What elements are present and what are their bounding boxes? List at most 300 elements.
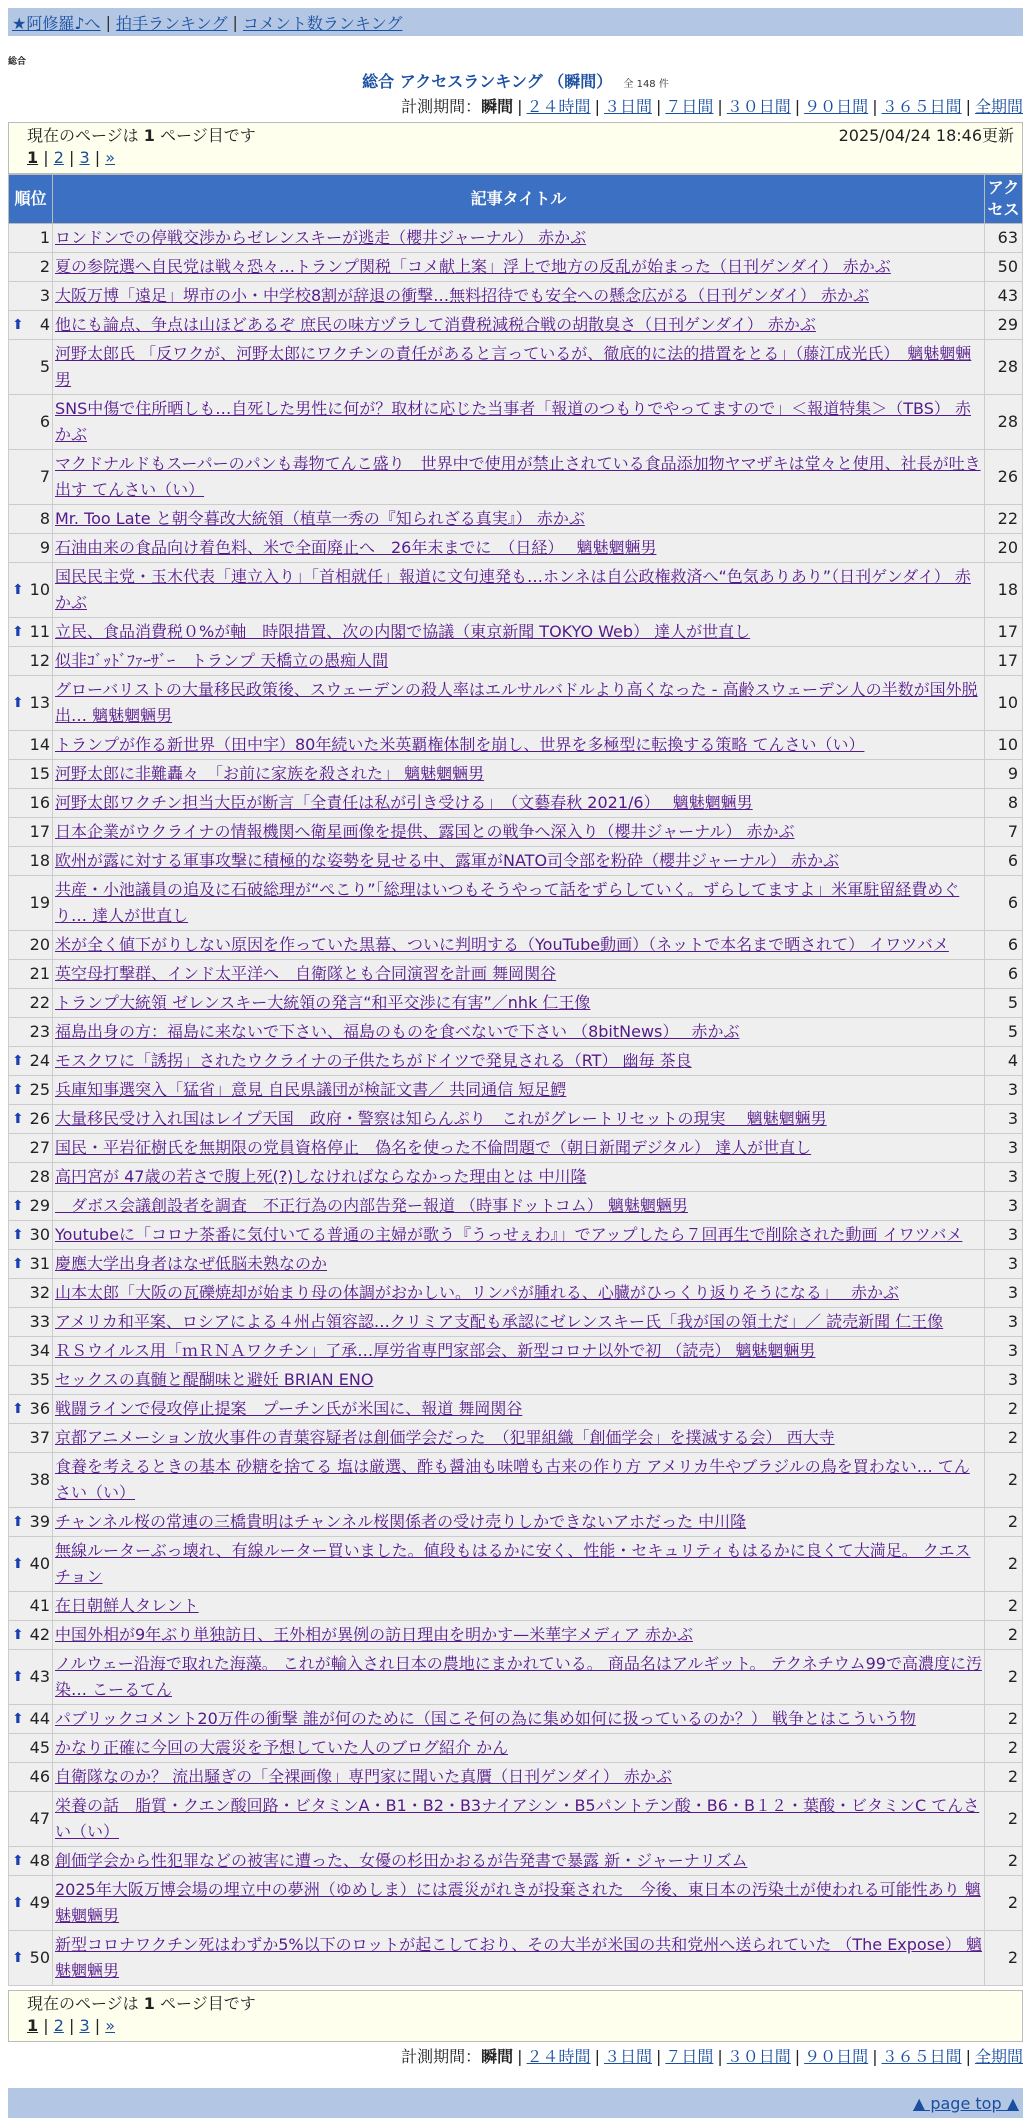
- access-count: 20: [985, 534, 1023, 563]
- rank-number: 11: [29, 622, 50, 641]
- page-separator: |: [38, 148, 54, 167]
- table-row: [9, 563, 1023, 618]
- article-link[interactable]: 兵庫知事選突入「猛省」意見 自民県議団が検証文書／ 共同通信 短足鰐: [55, 1080, 567, 1099]
- table-row: [9, 760, 1023, 789]
- article-link[interactable]: 中国外相が9年ぶり単独訪日、王外相が異例の訪日理由を明かす—米華字メディア 赤かぶ: [55, 1625, 693, 1644]
- access-count: 26: [985, 450, 1023, 505]
- rank-cell: [9, 1308, 53, 1337]
- header-access: アクセス: [985, 175, 1023, 224]
- page-info-prefix: 現在のページは: [27, 126, 144, 145]
- table-row: [9, 1705, 1023, 1734]
- article-link[interactable]: 慶應大学出身者はなぜ低脳未熟なのか: [55, 1254, 328, 1273]
- page-info-prefix: 現在のページは: [27, 1994, 144, 2013]
- bottom-period-link-3[interactable]: ３０日間: [726, 2047, 791, 2066]
- rank-up-arrow-icon: ⬆: [12, 1950, 24, 1966]
- table-row: [9, 1508, 1023, 1537]
- article-link[interactable]: かなり正確に今回の大震災を予想していた人のブログ紹介 かん: [55, 1738, 509, 1757]
- access-count: 5: [985, 1018, 1023, 1047]
- page-info-number: 1: [143, 126, 155, 145]
- rank-cell: [9, 731, 53, 760]
- rank-number: 33: [29, 1312, 50, 1331]
- article-link[interactable]: グローバリストの大量移民政策後、スウェーデンの殺人率はエルサルバドルより高くなった - 高齢スウェーデン人の半数が国外脱出… 魑魅魍魎男: [55, 680, 978, 725]
- rank-up-arrow-icon: ⬆: [12, 1711, 24, 1727]
- article-link[interactable]: 大量移民受け入れ国はレイプ天国 政府・警察は知らんぷり これがグレートリセットの現実 魑魅魍魎男: [55, 1109, 827, 1128]
- access-count: 2: [985, 1792, 1023, 1847]
- article-link[interactable]: ダボス会議創設者を調査 不正行為の内部告発ー報道 （時事ドットコム） 魑魅魍魎男: [55, 1196, 688, 1215]
- article-link[interactable]: 大阪万博「遠足」堺市の小・中学校8割が辞退の衝撃…無料招待でも安全への懸念広がる（日刊ゲンダイ） 赤かぶ: [55, 286, 869, 305]
- title-cell: [53, 1366, 985, 1395]
- access-count: 5: [985, 989, 1023, 1018]
- rank-cell: [9, 534, 53, 563]
- title-cell: [53, 1018, 985, 1047]
- top-page-link-1[interactable]: 3: [79, 148, 90, 167]
- period-current: 瞬間: [481, 97, 514, 116]
- bottom-period-link-1[interactable]: ３日間: [603, 2047, 652, 2066]
- rank-number: 17: [29, 822, 50, 841]
- rank-cell: [9, 676, 53, 731]
- article-link[interactable]: Youtubeに「コロナ茶番に気付いてる普通の主婦が歌う『うっせぇわ』」でアップしたら７回再生で削除された動画 イワツバメ: [55, 1225, 963, 1244]
- article-link[interactable]: パブリックコメント20万件の衝撃 誰が何のために（国こそ何の為に集め如何に扱っているのか？） 戦争とはこういう物: [55, 1709, 916, 1728]
- rank-up-arrow-icon: ⬆: [12, 695, 24, 711]
- table-row: [9, 931, 1023, 960]
- access-count: 28: [985, 395, 1023, 450]
- title-cell: [53, 1537, 985, 1592]
- article-link[interactable]: チャンネル桜の常連の三橋貴明はチャンネル桜関係者の受け売りしかできないアホだった 中川隆: [55, 1512, 747, 1531]
- top-period-link-0[interactable]: ２４時間: [526, 97, 591, 116]
- rank-number: 47: [29, 1809, 50, 1828]
- rank-number: 50: [29, 1948, 50, 1967]
- rank-number: 3: [39, 286, 50, 305]
- rank-cell: [9, 1076, 53, 1105]
- page-info-row: [27, 125, 1014, 147]
- table-header-row: [9, 175, 1023, 224]
- table-row: [9, 1250, 1023, 1279]
- title-cell: [53, 1308, 985, 1337]
- top-page-links: [27, 147, 1014, 169]
- rank-number: 29: [29, 1196, 50, 1215]
- rank-up-arrow-icon: ⬆: [12, 1111, 24, 1127]
- period-separator: |: [717, 2047, 723, 2066]
- table-row: [9, 789, 1023, 818]
- table-row: [9, 1337, 1023, 1366]
- access-count: 2: [985, 1453, 1023, 1508]
- page-info-number: 1: [143, 1994, 155, 2013]
- article-link[interactable]: ノルウェー沿海で取れた海藻。 これが輸入され日本の農地にまかれている。 商品名はアルギット。 テクネチウム99で高濃度に汚染… こーるてん: [55, 1654, 982, 1699]
- article-link[interactable]: 立民、食品消費税０%が軸 時限措置、次の内閣で協議（東京新聞 TOKYO Web） 達人が世直し: [55, 622, 751, 641]
- table-row: [9, 1018, 1023, 1047]
- title-cell: [53, 1424, 985, 1453]
- table-row: [9, 505, 1023, 534]
- access-count: 17: [985, 647, 1023, 676]
- rank-number: 38: [29, 1470, 50, 1489]
- table-row: [9, 989, 1023, 1018]
- rank-up-arrow-icon: ⬆: [12, 1895, 24, 1911]
- access-count: 3: [985, 1308, 1023, 1337]
- title-cell: [53, 224, 985, 253]
- rank-number: 24: [29, 1051, 50, 1070]
- top-page-link-0[interactable]: 2: [53, 148, 64, 167]
- rank-cell: [9, 1847, 53, 1876]
- table-row: [9, 1308, 1023, 1337]
- total-count: 全 148 件: [623, 79, 669, 90]
- rank-cell: [9, 818, 53, 847]
- rank-cell: [9, 931, 53, 960]
- title-cell: [53, 311, 985, 340]
- pagination-box-top: [8, 122, 1023, 174]
- rank-number: 45: [29, 1738, 50, 1757]
- rank-up-arrow-icon: ⬆: [12, 582, 24, 598]
- title-cell: [53, 1250, 985, 1279]
- rank-cell: [9, 1734, 53, 1763]
- article-link[interactable]: 京都アニメーション放火事件の青葉容疑者は創価学会だった （犯罪組織「創価学会」を撲滅する会） 西大寺: [55, 1428, 835, 1447]
- access-count: 8: [985, 789, 1023, 818]
- title-cell: [53, 1105, 985, 1134]
- article-link[interactable]: 戦闘ラインで侵攻停止提案 プーチン氏が米国に、報道 舞岡関谷: [55, 1399, 523, 1418]
- bottom-period-link-5[interactable]: ３６５日間: [881, 2047, 962, 2066]
- top-period-link-6[interactable]: 全期間: [974, 97, 1023, 116]
- article-link[interactable]: 栄養の話 脂質・クエン酸回路・ビタミンA・B1・B2・B3ナイアシン・B5パントテン酸・B6・B１２・葉酸・ビタミンC てんさい（い）: [55, 1796, 980, 1841]
- article-link[interactable]: 国民民主党・玉木代表「連立入り」「首相就任」報道に文句連発も…ホンネは自公政権救済へ“色気ありあり”（日刊ゲンダイ） 赤かぶ: [55, 567, 971, 612]
- access-count: 63: [985, 224, 1023, 253]
- title-cell: [53, 253, 985, 282]
- rank-cell: [9, 1395, 53, 1424]
- access-count: 2: [985, 1650, 1023, 1705]
- table-row: [9, 1076, 1023, 1105]
- rank-up-arrow-icon: ⬆: [12, 1256, 24, 1272]
- article-link[interactable]: 高円宮が 47歳の若さで腹上死(?)しなければならなかった理由とは 中川隆: [55, 1167, 587, 1186]
- top-period-link-4[interactable]: ９０日間: [804, 97, 869, 116]
- access-count: 2: [985, 1508, 1023, 1537]
- article-link[interactable]: 2025年大阪万博会場の埋立中の夢洲（ゆめしま）には震災がれきが投棄された 今後、東日本の汚染土が使われる可能性あり 魑魅魍魎男: [55, 1880, 981, 1925]
- table-row: [9, 311, 1023, 340]
- article-link[interactable]: 共産・小池議員の追及に石破総理が“ぺこり”「総理はいつもそうやって話をずらしていく。ずらしてますよ」米軍駐留経費めぐり… 達人が世直し: [55, 880, 960, 925]
- rank-cell: [9, 1366, 53, 1395]
- access-count: 2: [985, 1592, 1023, 1621]
- rank-up-arrow-icon: ⬆: [12, 624, 24, 640]
- table-row: [9, 1763, 1023, 1792]
- current-page: 1: [27, 2016, 39, 2035]
- title-cell: [53, 1453, 985, 1508]
- rank-number: 9: [39, 538, 50, 557]
- access-count: 9: [985, 760, 1023, 789]
- rank-cell: [9, 1134, 53, 1163]
- article-link[interactable]: 食養を考えるときの基本 砂糖を捨てる 塩は厳選、酢も醤油も味噌も古来の作り方 アメリカ牛やブラジルの鳥を買わない… てんさい（い）: [55, 1457, 970, 1502]
- access-count: 10: [985, 676, 1023, 731]
- bottom-page-link-2[interactable]: »: [105, 2016, 115, 2035]
- title-cell: [53, 1763, 985, 1792]
- rank-number: 43: [29, 1667, 50, 1686]
- access-count: 6: [985, 931, 1023, 960]
- article-link[interactable]: トランプが作る新世界（田中宇）80年続いた米英覇権体制を崩し、世界を多極型に転換する策略 てんさい（い）: [55, 735, 865, 754]
- article-link[interactable]: 欧州が露に対する軍事攻撃に積極的な姿勢を見せる中、露軍がNATO司令部を粉砕（櫻井ジャーナル） 赤かぶ: [55, 851, 840, 870]
- article-link[interactable]: 他にも論点、争点は山ほどあるぞ 庶民の味方ヅラして消費税減税合戦の胡散臭さ（日刊ゲンダイ） 赤かぶ: [55, 315, 816, 334]
- page-info-suffix: ページ目です: [154, 1994, 256, 2013]
- rank-cell: [9, 1931, 53, 1986]
- top-period-link-5[interactable]: ３６５日間: [881, 97, 962, 116]
- article-link[interactable]: 創価学会から性犯罪などの被害に遭った、女優の杉田かおるが告発書で暴露 新・ジャーナリズム: [55, 1851, 748, 1870]
- access-count: 2: [985, 1847, 1023, 1876]
- title-cell: [53, 847, 985, 876]
- article-link[interactable]: セックスの真髄と醍醐味と避妊 BRIAN ENO: [55, 1370, 374, 1389]
- page-separator: |: [63, 148, 80, 167]
- access-count: 3: [985, 1134, 1023, 1163]
- rank-cell: [9, 450, 53, 505]
- rank-cell: [9, 1453, 53, 1508]
- page-info-row: [27, 1993, 1014, 2015]
- article-link[interactable]: ロンドンでの停戦交渉からゼレンスキーが逃走（櫻井ジャーナル） 赤かぶ: [55, 228, 587, 247]
- table-row: [9, 618, 1023, 647]
- rank-up-arrow-icon: ⬆: [12, 1082, 24, 1098]
- title-cell: [53, 1650, 985, 1705]
- table-row: [9, 1366, 1023, 1395]
- rank-number: 1: [39, 228, 50, 247]
- rank-number: 41: [29, 1596, 50, 1615]
- bottom-page-link-1[interactable]: 3: [79, 2016, 90, 2035]
- article-link[interactable]: 英空母打撃群、インド太平洋へ 自衛隊とも合同演習を計画 舞岡関谷: [55, 964, 557, 983]
- access-count: 29: [985, 311, 1023, 340]
- table-row: [9, 282, 1023, 311]
- top-page-link-2[interactable]: »: [105, 148, 115, 167]
- access-count: 2: [985, 1931, 1023, 1986]
- article-link[interactable]: 日本企業がウクライナの情報機関へ衛星画像を提供、露国との戦争へ深入り（櫻井ジャーナル） 赤かぶ: [55, 822, 795, 841]
- top-period-link-2[interactable]: ７日間: [665, 97, 714, 116]
- period-separator: |: [594, 2047, 600, 2066]
- applause-ranking-link[interactable]: 拍手ランキング: [115, 13, 228, 33]
- rank-number: 37: [29, 1428, 50, 1447]
- access-count: 2: [985, 1424, 1023, 1453]
- rank-cell: [9, 311, 53, 340]
- table-row: [9, 847, 1023, 876]
- rank-cell: [9, 1337, 53, 1366]
- table-row: [9, 1876, 1023, 1931]
- period-separator: |: [517, 97, 523, 116]
- access-count: 7: [985, 818, 1023, 847]
- rank-number: 6: [39, 412, 50, 431]
- table-row: [9, 1279, 1023, 1308]
- rank-cell: [9, 647, 53, 676]
- access-count: 10: [985, 731, 1023, 760]
- home-link[interactable]: ★阿修羅♪へ: [12, 13, 101, 33]
- article-link[interactable]: トランプ大統領 ゼレンスキー大統領の発言“和平交渉に有害”／nhk 仁王像: [55, 993, 591, 1012]
- title-cell: [53, 876, 985, 931]
- rank-number: 34: [29, 1341, 50, 1360]
- article-link[interactable]: 無線ルーターぶっ壊れ、有線ルーター買いました。値段もはるかに安く、性能・セキュリティもはるかに良くて大満足。 クエスチョン: [55, 1541, 971, 1586]
- title-cell: [53, 534, 985, 563]
- table-row: [9, 1221, 1023, 1250]
- rank-cell: [9, 1250, 53, 1279]
- rank-number: 30: [29, 1225, 50, 1244]
- title-cell: [53, 1337, 985, 1366]
- title-cell: [53, 340, 985, 395]
- table-row: [9, 1192, 1023, 1221]
- page-separator: |: [89, 2016, 106, 2035]
- rank-number: 42: [29, 1625, 50, 1644]
- access-count: 3: [985, 1192, 1023, 1221]
- article-link[interactable]: 国民・平岩征樹氏を無期限の党員資格停止 偽名を使った不倫問題で（朝日新聞デジタル） 達人が世直し: [55, 1138, 812, 1157]
- article-link[interactable]: 新型コロナワクチン死はわずか5%以下のロットが起こしており、その大半が米国の共和党州へ送られていた （The Expose） 魑魅魍魎男: [55, 1935, 982, 1980]
- title-cell: [53, 1192, 985, 1221]
- table-row: [9, 1792, 1023, 1847]
- access-count: 2: [985, 1876, 1023, 1931]
- rank-cell: [9, 1792, 53, 1847]
- title-cell: [53, 789, 985, 818]
- table-row: [9, 818, 1023, 847]
- table-row: [9, 253, 1023, 282]
- title-cell: [53, 1847, 985, 1876]
- access-count: 3: [985, 1163, 1023, 1192]
- rank-number: 26: [29, 1109, 50, 1128]
- table-row: [9, 731, 1023, 760]
- title-cell: [53, 1621, 985, 1650]
- rank-cell: [9, 1018, 53, 1047]
- access-count: 3: [985, 1250, 1023, 1279]
- rank-number: 12: [29, 651, 50, 670]
- rank-number: 18: [29, 851, 50, 870]
- page-info-text: [27, 125, 256, 147]
- rank-cell: [9, 1424, 53, 1453]
- rank-number: 10: [29, 580, 50, 599]
- table-row: [9, 1931, 1023, 1986]
- article-link[interactable]: 山本太郎「大阪の瓦礫焼却が始まり母の体調がおかしい。リンパが腫れる、心臓がひっくり返りそうになる」 赤かぶ: [55, 1283, 899, 1302]
- article-link[interactable]: 米が全く値下がりしない原因を作っていた黒幕、ついに判明する（YouTube動画）（ネットで本名まで晒されて） イワツバメ: [55, 935, 949, 954]
- article-link[interactable]: 自衛隊なのか？ 流出騒ぎの「全裸画像」専門家に聞いた真贋（日刊ゲンダイ） 赤かぶ: [55, 1767, 672, 1786]
- title-cell: [53, 676, 985, 731]
- period-separator: |: [965, 97, 971, 116]
- table-row: [9, 676, 1023, 731]
- rank-cell: [9, 1221, 53, 1250]
- rank-number: 22: [29, 993, 50, 1012]
- article-link[interactable]: 夏の参院選へ自民党は戦々恐々…トランプ関税「コメ献上案」浮上で地方の反乱が始まった（日刊ゲンダイ） 赤かぶ: [55, 257, 891, 276]
- title-cell: [53, 1163, 985, 1192]
- page-top-link[interactable]: ▲ page top ▲: [912, 2093, 1019, 2113]
- access-count: 17: [985, 618, 1023, 647]
- access-count: 3: [985, 1366, 1023, 1395]
- rank-number: 14: [29, 735, 50, 754]
- access-count: 3: [985, 1076, 1023, 1105]
- article-link[interactable]: 河野太郎に非難轟々 「お前に家族を殺された」 魑魅魍魎男: [55, 764, 485, 783]
- period-label: 計測期間：: [401, 97, 482, 116]
- updated-timestamp: 2025/04/24 18:46更新: [838, 126, 1014, 145]
- rank-cell: [9, 224, 53, 253]
- table-row: [9, 1621, 1023, 1650]
- rank-cell: [9, 1650, 53, 1705]
- article-link[interactable]: 石油由来の食品向け着色料、米で全面廃止へ 26年末までに （日経） 魑魅魍魎男: [55, 538, 657, 557]
- rank-cell: [9, 563, 53, 618]
- bottom-period-link-2[interactable]: ７日間: [665, 2047, 714, 2066]
- title-cell: [53, 1279, 985, 1308]
- page-separator: |: [63, 2016, 80, 2035]
- rank-up-arrow-icon: ⬆: [12, 317, 24, 333]
- table-row: [9, 1163, 1023, 1192]
- bottom-period-link-4[interactable]: ９０日間: [804, 2047, 869, 2066]
- rank-number: 21: [29, 964, 50, 983]
- ranking-table: [8, 174, 1023, 1986]
- title-cell: [53, 931, 985, 960]
- table-row: [9, 1453, 1023, 1508]
- rank-number: 39: [29, 1512, 50, 1531]
- title-cell: [53, 731, 985, 760]
- title-cell: [53, 1734, 985, 1763]
- article-link[interactable]: 河野太郎氏 「反ワクが、河野太郎にワクチンの責任があると言っているが、徹底的に法的措置をとる」（藤江成光氏） 魑魅魍魎男: [55, 344, 972, 389]
- rank-cell: [9, 1163, 53, 1192]
- rank-cell: [9, 760, 53, 789]
- title-cell: [53, 1508, 985, 1537]
- footer-bar: [8, 2088, 1023, 2118]
- top-nav-bar: [8, 8, 1023, 36]
- rank-cell: [9, 789, 53, 818]
- bottom-period-link-0[interactable]: ２４時間: [526, 2047, 591, 2066]
- table-row: [9, 1847, 1023, 1876]
- article-link[interactable]: 福島出身の方：福島に来ないで下さい、福島のものを食べないで下さい （8bitNews） 赤かぶ: [55, 1022, 740, 1041]
- title-cell: [53, 960, 985, 989]
- access-count: 6: [985, 876, 1023, 931]
- top-period-link-1[interactable]: ３日間: [603, 97, 652, 116]
- article-link[interactable]: 似非ｺﾞｯﾄﾞﾌｧｰｻﾞｰ トランプ 天橋立の愚痴人間: [55, 651, 389, 670]
- rank-cell: [9, 847, 53, 876]
- access-count: 6: [985, 847, 1023, 876]
- rank-number: 35: [29, 1370, 50, 1389]
- article-link[interactable]: 在日朝鮮人タレント: [55, 1596, 199, 1615]
- title-cell: [53, 395, 985, 450]
- title-cell: [53, 618, 985, 647]
- article-link[interactable]: Mr. Too Late と朝令暮改大統領（植草一秀の『知られざる真実』） 赤かぶ: [55, 509, 585, 528]
- article-link[interactable]: ＲＳウイルス用「ｍＲＮＡワクチン」了承…厚労省専門家部会、新型コロナ以外で初 （読売） 魑魅魍魎男: [55, 1341, 816, 1360]
- rank-number: 4: [39, 315, 50, 334]
- rank-number: 32: [29, 1283, 50, 1302]
- table-row: [9, 1395, 1023, 1424]
- title-cell: [53, 1047, 985, 1076]
- rank-number: 20: [29, 935, 50, 954]
- access-count: 18: [985, 563, 1023, 618]
- rank-number: 44: [29, 1709, 50, 1728]
- period-separator: |: [517, 2047, 523, 2066]
- title-cell: [53, 563, 985, 618]
- access-count: 4: [985, 1047, 1023, 1076]
- rank-cell: [9, 1763, 53, 1792]
- table-row: [9, 1047, 1023, 1076]
- table-row: [9, 1650, 1023, 1705]
- bottom-page-link-0[interactable]: 2: [53, 2016, 64, 2035]
- rank-up-arrow-icon: ⬆: [12, 1627, 24, 1643]
- access-count: 3: [985, 1105, 1023, 1134]
- table-row: [9, 960, 1023, 989]
- article-link[interactable]: モスクワに「誘拐」されたウクライナの子供たちがドイツで発見される（RT） 幽毎 茶良: [55, 1051, 692, 1070]
- rank-cell: [9, 1592, 53, 1621]
- period-separator: |: [655, 2047, 662, 2066]
- article-link[interactable]: 河野太郎ワクチン担当大臣が断言「全責任は私が引き受ける」 （文藝春秋 2021/6） 魑魅魍魎男: [55, 793, 753, 812]
- access-count: 2: [985, 1763, 1023, 1792]
- header-rank: 順位: [9, 175, 53, 224]
- rank-cell: [9, 989, 53, 1018]
- article-link[interactable]: アメリカ和平案、ロシアによる４州占領容認…クリミア支配も承認にゼレンスキー氏「我が国の領土だ」／ 読売新聞 仁王像: [55, 1312, 944, 1331]
- pagination-box-bottom: [8, 1990, 1023, 2042]
- period-separator: |: [717, 97, 723, 116]
- rank-number: 49: [29, 1893, 50, 1912]
- rank-number: 16: [29, 793, 50, 812]
- rank-number: 23: [29, 1022, 50, 1041]
- rank-cell: [9, 618, 53, 647]
- top-period-link-3[interactable]: ３０日間: [726, 97, 791, 116]
- comment-ranking-link[interactable]: コメント数ランキング: [242, 13, 403, 33]
- rank-cell: [9, 282, 53, 311]
- article-link[interactable]: マクドナルドもスーパーのパンも毒物てんこ盛り 世界中で使用が禁止されている食品添加物ヤマザキは堂々と使用、社長が吐き出す てんさい（い）: [55, 454, 981, 499]
- rank-cell: [9, 1621, 53, 1650]
- bottom-period-link-6[interactable]: 全期間: [974, 2047, 1023, 2066]
- table-row: [9, 647, 1023, 676]
- rank-number: 31: [29, 1254, 50, 1273]
- access-count: 6: [985, 960, 1023, 989]
- article-link[interactable]: SNS中傷で住所晒しも…自死した男性に何が？取材に応じた当事者「報道のつもりでやってますので」＜報道特集＞（TBS） 赤かぶ: [55, 399, 971, 444]
